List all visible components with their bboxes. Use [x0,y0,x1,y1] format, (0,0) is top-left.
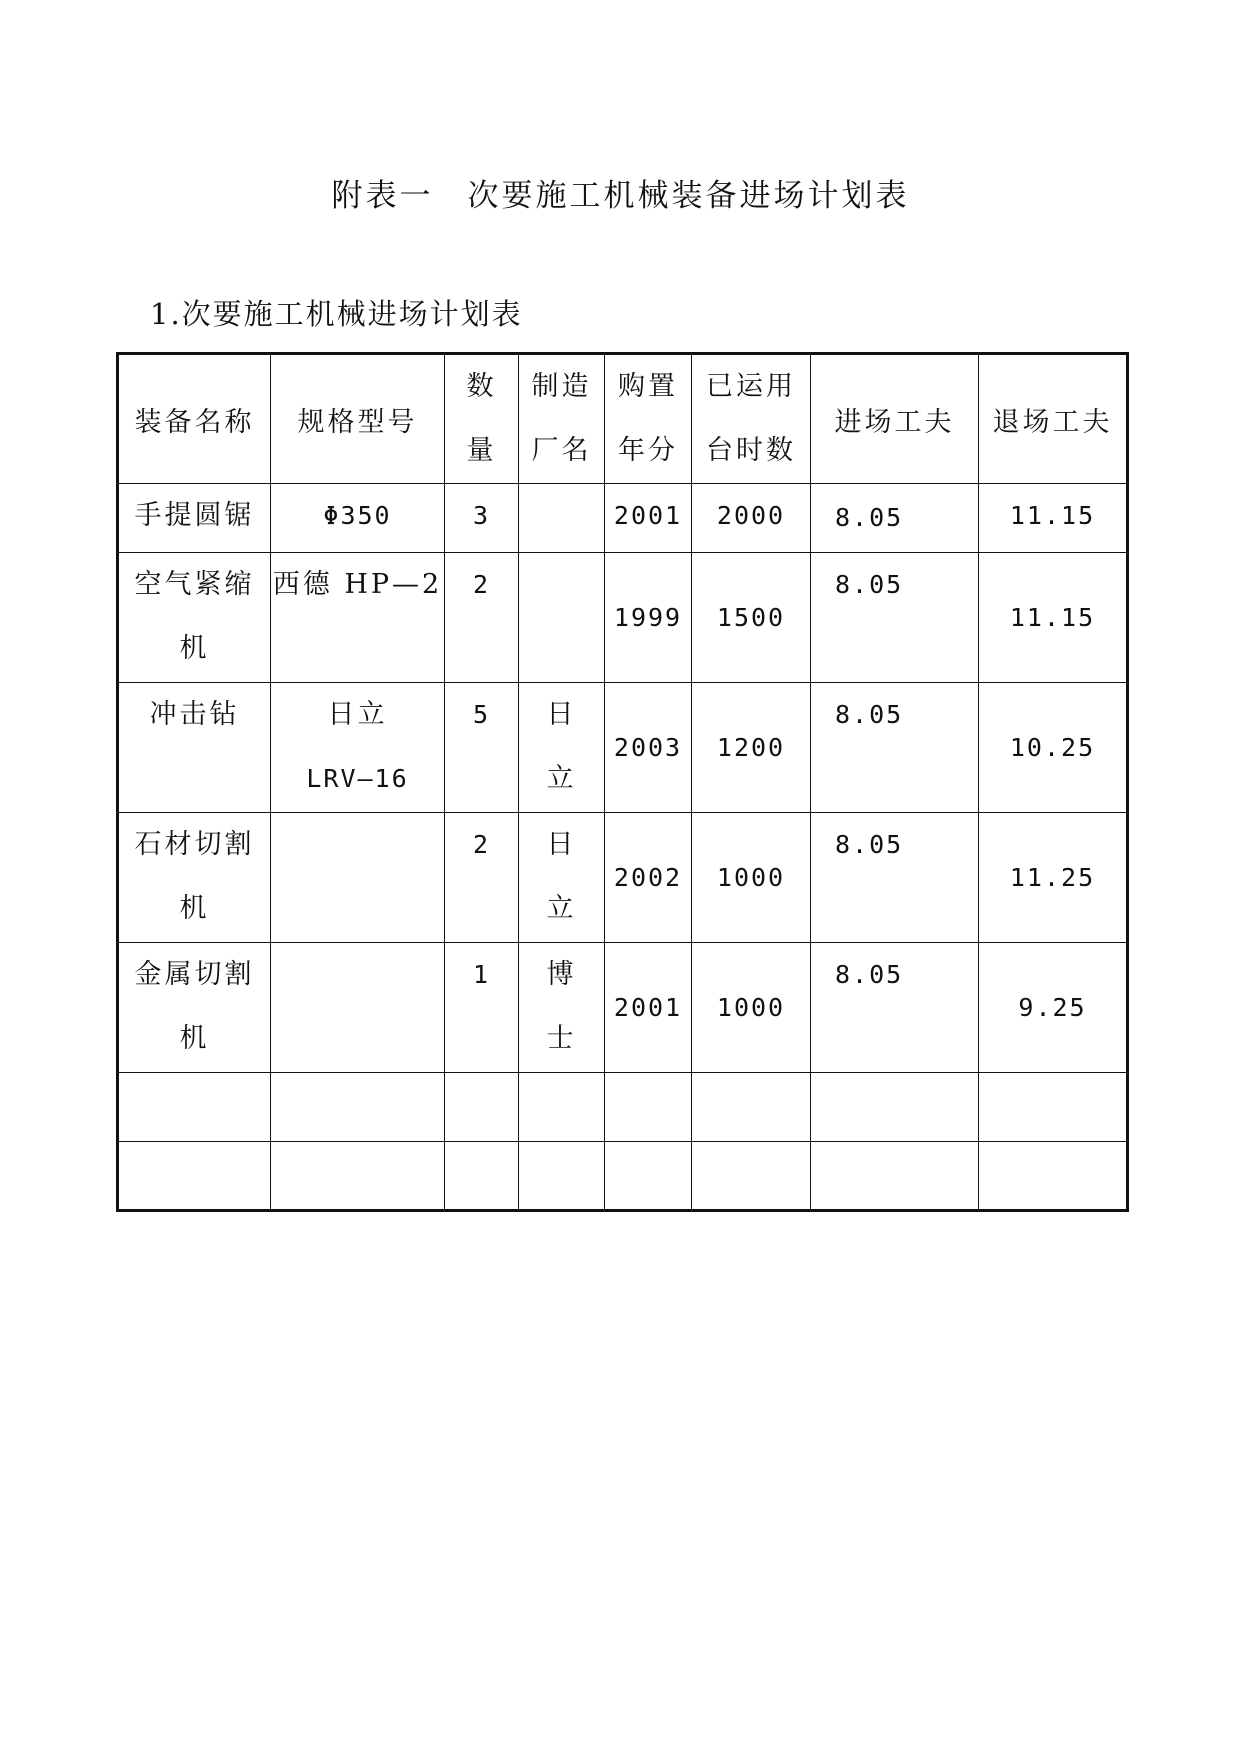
empty-cell [605,1142,692,1211]
table-row [118,813,1128,943]
empty-cell [118,1073,271,1142]
cell-qty-value: 1 [472,960,491,989]
cell-year [605,484,692,553]
cell-name [118,683,271,813]
cell-qty-value: 2 [472,570,491,599]
header-year-line-2: 年分 [618,435,678,466]
header-name: 装备名称 [118,354,271,484]
empty-cell [445,1142,519,1211]
cell-name-line: 金属切割 [134,959,255,990]
empty-cell [979,1142,1128,1211]
table-row [118,683,1128,813]
empty-cell [271,1073,445,1142]
cell-maker-line: 士 [546,1023,577,1054]
empty-row [118,1073,1128,1142]
cell-qty [445,553,519,683]
cell-year [605,683,692,813]
table-header-row [118,354,1128,484]
cell-in [811,683,979,813]
cell-spec-line: LRV—16 [306,764,409,793]
empty-cell [811,1142,979,1211]
cell-maker [519,813,605,943]
header-year-line-1: 购置 [618,371,678,402]
cell-hours [692,943,811,1073]
cell-out-value: 9.25 [1018,992,1087,1022]
cell-in-value: 8.05 [835,960,904,989]
header-maker-line-1: 制造 [531,371,592,402]
empty-cell [118,1142,271,1211]
cell-name-line: 石材切割 [134,829,255,860]
cell-year-value: 2001 [613,501,683,530]
cell-spec-line: 日立 [327,699,388,730]
cell-spec-line: Φ350 [323,501,392,530]
cell-in-value: 8.05 [835,503,904,532]
cell-hours [692,683,811,813]
cell-out-value: 10.25 [1009,732,1096,762]
empty-cell [445,1073,519,1142]
cell-in-value: 8.05 [835,570,904,599]
header-out: 退场工夫 [979,354,1128,484]
empty-cell [692,1073,811,1142]
header-year [605,354,692,484]
cell-year [605,553,692,683]
cell-year-value: 2001 [613,992,683,1022]
cell-in [811,813,979,943]
header-hours [692,354,811,484]
header-qty-line-2: 量 [466,435,497,466]
cell-maker-line: 日 [546,829,577,860]
header-hours-line-2: 台时数 [706,435,796,466]
cell-out [979,484,1128,553]
header-spec: 规格型号 [271,354,445,484]
cell-maker-line: 立 [546,893,577,924]
cell-hours-value: 1000 [716,992,786,1022]
cell-spec [271,484,445,553]
empty-cell [811,1073,979,1142]
cell-maker [519,943,605,1073]
empty-row [118,1142,1128,1211]
cell-name-line: 机 [179,1023,210,1054]
header-maker-line-2: 厂名 [531,435,592,466]
empty-cell [519,1073,605,1142]
cell-out-value: 11.25 [1009,862,1096,892]
cell-in-value: 8.05 [835,830,904,859]
cell-qty-value: 2 [472,830,491,859]
cell-in [811,943,979,1073]
cell-maker [519,683,605,813]
empty-cell [979,1073,1128,1142]
header-hours-line-1: 已运用 [706,371,796,402]
cell-out [979,813,1128,943]
section-title: 1.次要施工机械进场计划表 [150,297,523,331]
cell-year-value: 2003 [613,732,683,762]
table-row [118,943,1128,1073]
cell-name-line: 机 [179,633,210,664]
cell-out-value: 11.15 [1009,501,1096,530]
cell-name-line: 冲击钻 [149,699,240,730]
cell-out-value: 11.15 [1009,602,1096,632]
cell-hours-value: 2000 [716,501,786,530]
cell-name-line: 空气紧缩 [134,569,255,600]
cell-name-line: 机 [179,893,210,924]
cell-qty [445,813,519,943]
empty-cell [692,1142,811,1211]
cell-maker [519,484,605,553]
cell-maker-line: 日 [546,699,577,730]
cell-spec [271,553,445,683]
cell-year-value: 2002 [613,862,683,892]
empty-cell [605,1073,692,1142]
empty-cell [519,1142,605,1211]
cell-name [118,943,271,1073]
cell-hours-value: 1500 [716,602,786,632]
header-qty-line-1: 数 [466,371,497,402]
cell-name [118,813,271,943]
cell-qty-value: 3 [472,501,491,530]
cell-in-value: 8.05 [835,700,904,729]
cell-in [811,553,979,683]
cell-hours-value: 1200 [716,732,786,762]
cell-hours [692,484,811,553]
cell-spec-line: 西德 HP—2 [272,569,443,600]
equipment-plan-table [116,352,1129,1212]
cell-out [979,683,1128,813]
table-row [118,553,1128,683]
cell-spec [271,683,445,813]
document-title: 附表一 次要施工机械装备进场计划表 [331,178,910,214]
cell-hours [692,553,811,683]
cell-hours-value: 1000 [716,862,786,892]
header-qty [445,354,519,484]
cell-name [118,553,271,683]
cell-name [118,484,271,553]
header-maker [519,354,605,484]
empty-cell [271,1142,445,1211]
cell-qty [445,683,519,813]
cell-maker-line: 博 [546,959,577,990]
cell-year [605,813,692,943]
cell-year-value: 1999 [613,602,683,632]
table-row [118,484,1128,553]
cell-out [979,553,1128,683]
cell-qty [445,484,519,553]
cell-spec [271,943,445,1073]
cell-maker-line: 立 [546,763,577,794]
cell-spec [271,813,445,943]
cell-qty-value: 5 [472,700,491,729]
cell-name-line: 手提圆锯 [134,500,255,531]
cell-hours [692,813,811,943]
cell-in [811,484,979,553]
header-in: 进场工夫 [811,354,979,484]
cell-out [979,943,1128,1073]
cell-maker [519,553,605,683]
cell-year [605,943,692,1073]
cell-qty [445,943,519,1073]
